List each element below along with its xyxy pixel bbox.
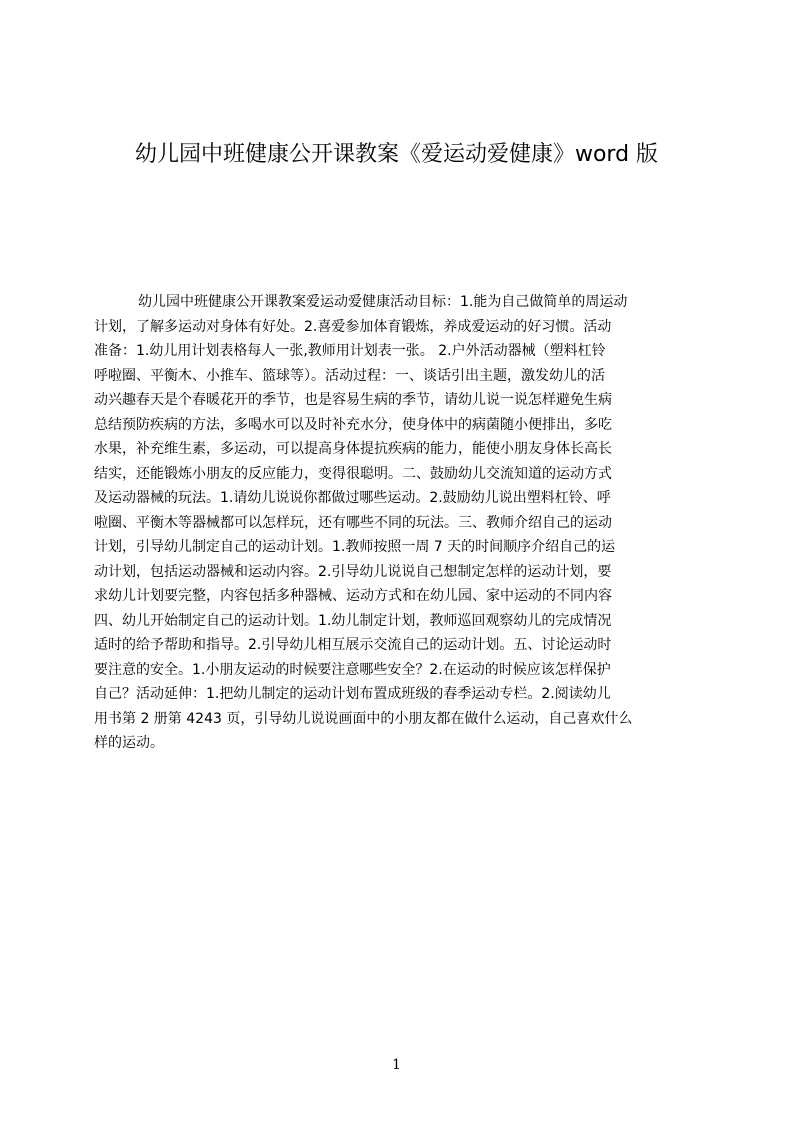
- body-line: 准备：1.幼儿用计划表格每人一张,教师用计划表一张。 2.户外活动器械（塑料杠铃: [94, 343, 606, 359]
- body-line: 总结预防疾病的方法，多喝水可以及时补充水分，使身体中的病菌随小便排出，多吃: [94, 416, 612, 433]
- body-line: 求幼儿计划要完整，内容包括多种器械、运动方式和在幼儿园、家中运动的不同内容: [94, 588, 612, 604]
- body-line: 计划，引导幼儿制定自己的运动计划。1.教师按照一周 7 天的时间顺序介绍自己的运: [94, 539, 616, 555]
- body-line: 用书第 2 册第 4243 页，引导幼儿说说画面中的小朋友都在做什么运动，自己喜欢什么: [94, 710, 633, 727]
- document-body: [94, 290, 698, 756]
- body-line: 动兴趣春天是个春暖花开的季节，也是容易生病的季节，请幼儿说一说怎样避免生病: [94, 392, 612, 408]
- document-title: 幼儿园中班健康公开课教案《爱运动爱健康》word 版: [134, 142, 659, 167]
- body-line: 要注意的安全。1.小朋友运动的时候要注意哪些安全？2.在运动的时候应该怎样保护: [94, 661, 611, 678]
- body-line: 及运动器械的玩法。1.请幼儿说说你都做过哪些运动。2.鼓励幼儿说出塑料杠铃、呼: [94, 490, 611, 506]
- body-line: 呼啦圈、平衡木、小推车、篮球等）。活动过程：一、谈话引出主题，激发幼儿的活: [94, 367, 605, 384]
- body-line: 啦圈、平衡木等器械都可以怎样玩，还有哪些不同的玩法。三、教师介绍自己的运动: [94, 514, 612, 531]
- body-line: 结实，还能锻炼小朋友的反应能力，变得很聪明。二、鼓励幼儿交流知道的运动方式: [94, 465, 612, 482]
- body-line: 计划，了解多运动对身体有好处。2.喜爱参加体育锻炼，养成爱运动的好习惯。活动: [94, 318, 612, 335]
- body-line: 动计划，包括运动器械和运动内容。2.引导幼儿说说自己想制定怎样的运动计划，要: [94, 563, 612, 580]
- body-line: 四、幼儿开始制定自己的运动计划。1.幼儿制定计划，教师巡回观察幼儿的完成情况: [94, 612, 612, 629]
- page-number: 1: [392, 1057, 401, 1073]
- body-line: 适时的给予帮助和指导。2.引导幼儿相互展示交流自己的运动计划。五、讨论运动时: [94, 637, 612, 653]
- body-line: 自己？活动延伸：1.把幼儿制定的运动计划布置成班级的春季运动专栏。2.阅读幼儿: [94, 686, 611, 702]
- body-line: 样的运动。: [94, 735, 164, 751]
- body-line: 幼儿园中班健康公开课教案爱运动爱健康活动目标：1.能为自己做简单的周运动: [138, 294, 628, 310]
- body-line: 水果，补充维生素，多运动，可以提高身体提抗疾病的能力，能使小朋友身体长高长: [94, 441, 612, 457]
